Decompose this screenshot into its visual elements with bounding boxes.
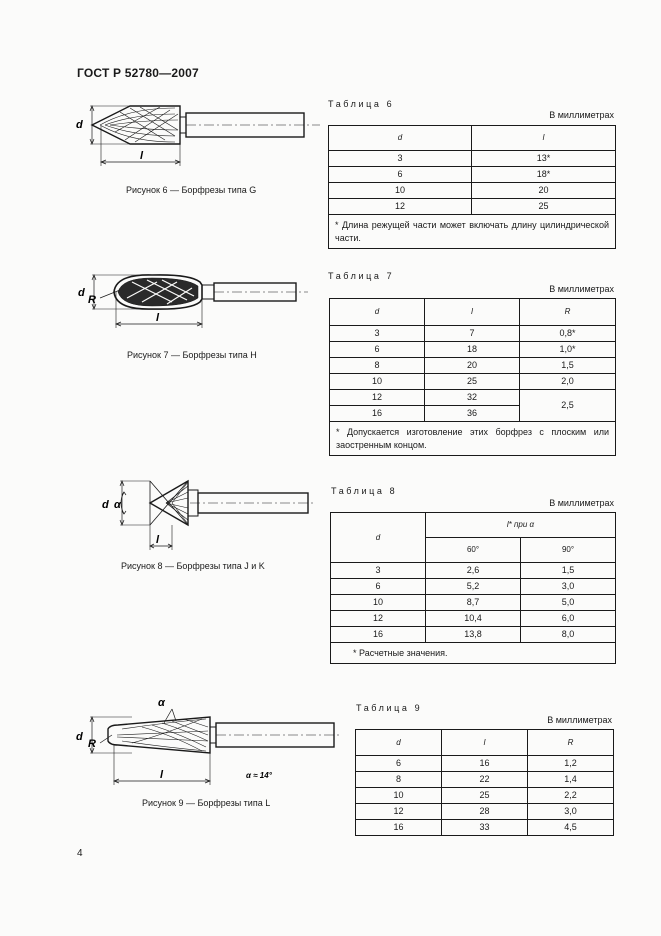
table-cell: 25 — [472, 199, 616, 215]
table-header: l* при α — [426, 513, 616, 538]
page-number: 4 — [77, 848, 83, 859]
table-cell: 13* — [472, 151, 616, 167]
table-row — [356, 756, 614, 772]
table-6-note: * Длина режущей части может включать длину цилиндрической части. — [329, 215, 616, 249]
table-cell: 32 — [425, 390, 520, 406]
table-header: d — [356, 730, 442, 756]
fig6-label-l: l — [140, 150, 144, 162]
table-row — [330, 358, 616, 374]
table-7 — [329, 298, 616, 456]
table-cell: 2,2 — [528, 788, 614, 804]
figure-9-drawing — [72, 695, 342, 790]
table-row — [330, 390, 616, 406]
table-cell: 5,0 — [521, 595, 616, 611]
table-header: d — [330, 299, 425, 326]
table-8-unit: В миллиметрах — [549, 498, 614, 508]
table-header: R — [528, 730, 614, 756]
table-cell: 36 — [425, 406, 520, 422]
table-row — [331, 579, 616, 595]
fig6-label-d: d — [76, 119, 83, 131]
figure-8-caption: Рисунок 8 — Борфрезы типа J и K — [121, 561, 265, 571]
table-6-unit: В миллиметрах — [549, 110, 614, 120]
fig9-label-alpha: α — [158, 697, 165, 709]
figure-7-caption: Рисунок 7 — Борфрезы типа Н — [127, 350, 257, 360]
table-cell: 28 — [442, 804, 528, 820]
table-cell: 12 — [329, 199, 472, 215]
table-cell: 7 — [425, 326, 520, 342]
table-cell: 8,7 — [426, 595, 521, 611]
table-row — [331, 611, 616, 627]
fig9-label-d: d — [76, 731, 83, 743]
table-cell: 10 — [330, 374, 425, 390]
table-cell: 8 — [356, 772, 442, 788]
table-cell: 1,5 — [521, 563, 616, 579]
fig7-label-r: R — [88, 294, 96, 306]
table-cell: 18 — [425, 342, 520, 358]
fig9-label-l: l — [160, 769, 164, 781]
table-row — [331, 595, 616, 611]
table-6-title: Таблица 6 — [328, 99, 395, 109]
table-cell: 8 — [330, 358, 425, 374]
figure-8-drawing — [96, 478, 316, 553]
table-subheader: 60° — [426, 538, 521, 563]
table-header: R — [520, 299, 616, 326]
table-cell: 18* — [472, 167, 616, 183]
table-cell: 20 — [472, 183, 616, 199]
table-cell: 10 — [331, 595, 426, 611]
table-9-title: Таблица 9 — [356, 703, 423, 713]
table-cell: 5,2 — [426, 579, 521, 595]
table-row — [356, 804, 614, 820]
table-row — [356, 820, 614, 836]
table-9 — [355, 729, 614, 836]
table-header: l — [442, 730, 528, 756]
table-8-title: Таблица 8 — [331, 486, 398, 496]
fig8-label-d: d — [102, 499, 109, 511]
table-cell: 1,0* — [520, 342, 616, 358]
table-cell: 12 — [356, 804, 442, 820]
table-row — [330, 326, 616, 342]
table-cell: 25 — [425, 374, 520, 390]
table-cell: 16 — [331, 627, 426, 643]
table-9-unit: В миллиметрах — [547, 715, 612, 725]
figure-6-drawing — [70, 100, 320, 170]
table-header: l — [472, 126, 616, 151]
table-row — [329, 199, 616, 215]
table-row — [330, 374, 616, 390]
table-cell: 6 — [330, 342, 425, 358]
table-cell: 1,4 — [528, 772, 614, 788]
table-cell: 3 — [331, 563, 426, 579]
fig9-label-r: R — [88, 738, 96, 750]
fig8-label-l: l — [156, 534, 160, 546]
table-7-title: Таблица 7 — [328, 271, 395, 281]
table-cell: 6 — [356, 756, 442, 772]
figure-7-drawing — [72, 268, 312, 338]
table-cell: 2,6 — [426, 563, 521, 579]
table-cell: 3,0 — [521, 579, 616, 595]
table-cell: 6 — [331, 579, 426, 595]
document-header: ГОСТ Р 52780—2007 — [77, 66, 199, 80]
table-cell: 12 — [330, 390, 425, 406]
table-cell: 3 — [330, 326, 425, 342]
table-7-note: * Допускается изготовление этих борфрез с плоским или заостренным концом. — [330, 422, 616, 456]
table-cell: 1,2 — [528, 756, 614, 772]
table-cell: 10,4 — [426, 611, 521, 627]
fig7-label-d: d — [78, 287, 85, 299]
table-cell: 2,5 — [520, 390, 616, 422]
table-cell: 10 — [356, 788, 442, 804]
table-row — [356, 788, 614, 804]
table-cell: 6,0 — [521, 611, 616, 627]
table-cell: 20 — [425, 358, 520, 374]
table-cell: 4,5 — [528, 820, 614, 836]
table-row — [330, 342, 616, 358]
table-row — [329, 167, 616, 183]
table-cell: 22 — [442, 772, 528, 788]
table-row — [331, 627, 616, 643]
table-cell: 1,5 — [520, 358, 616, 374]
fig9-angle-note: α ≈ 14° — [246, 771, 272, 780]
table-cell: 3 — [329, 151, 472, 167]
table-cell: 6 — [329, 167, 472, 183]
table-row — [356, 772, 614, 788]
table-row — [331, 563, 616, 579]
table-header: d — [329, 126, 472, 151]
table-cell: 8,0 — [521, 627, 616, 643]
table-cell: 16 — [330, 406, 425, 422]
figure-6-caption: Рисунок 6 — Борфрезы типа G — [126, 185, 257, 195]
fig8-label-alpha: α — [114, 499, 121, 511]
table-subheader: 90° — [521, 538, 616, 563]
table-cell: 25 — [442, 788, 528, 804]
table-header: d — [331, 513, 426, 563]
table-8 — [330, 512, 616, 664]
table-cell: 16 — [442, 756, 528, 772]
table-cell: 33 — [442, 820, 528, 836]
table-6 — [328, 125, 616, 249]
table-cell: 10 — [329, 183, 472, 199]
table-cell: 0,8* — [520, 326, 616, 342]
fig7-label-l: l — [156, 312, 160, 324]
table-cell: 3,0 — [528, 804, 614, 820]
table-8-note: * Расчетные значения. — [331, 643, 616, 664]
table-cell: 12 — [331, 611, 426, 627]
table-cell: 13,8 — [426, 627, 521, 643]
table-row — [329, 151, 616, 167]
table-row — [329, 183, 616, 199]
table-header: l — [425, 299, 520, 326]
table-cell: 2,0 — [520, 374, 616, 390]
table-cell: 16 — [356, 820, 442, 836]
figure-9-caption: Рисунок 9 — Борфрезы типа L — [142, 798, 271, 808]
table-7-unit: В миллиметрах — [549, 284, 614, 294]
